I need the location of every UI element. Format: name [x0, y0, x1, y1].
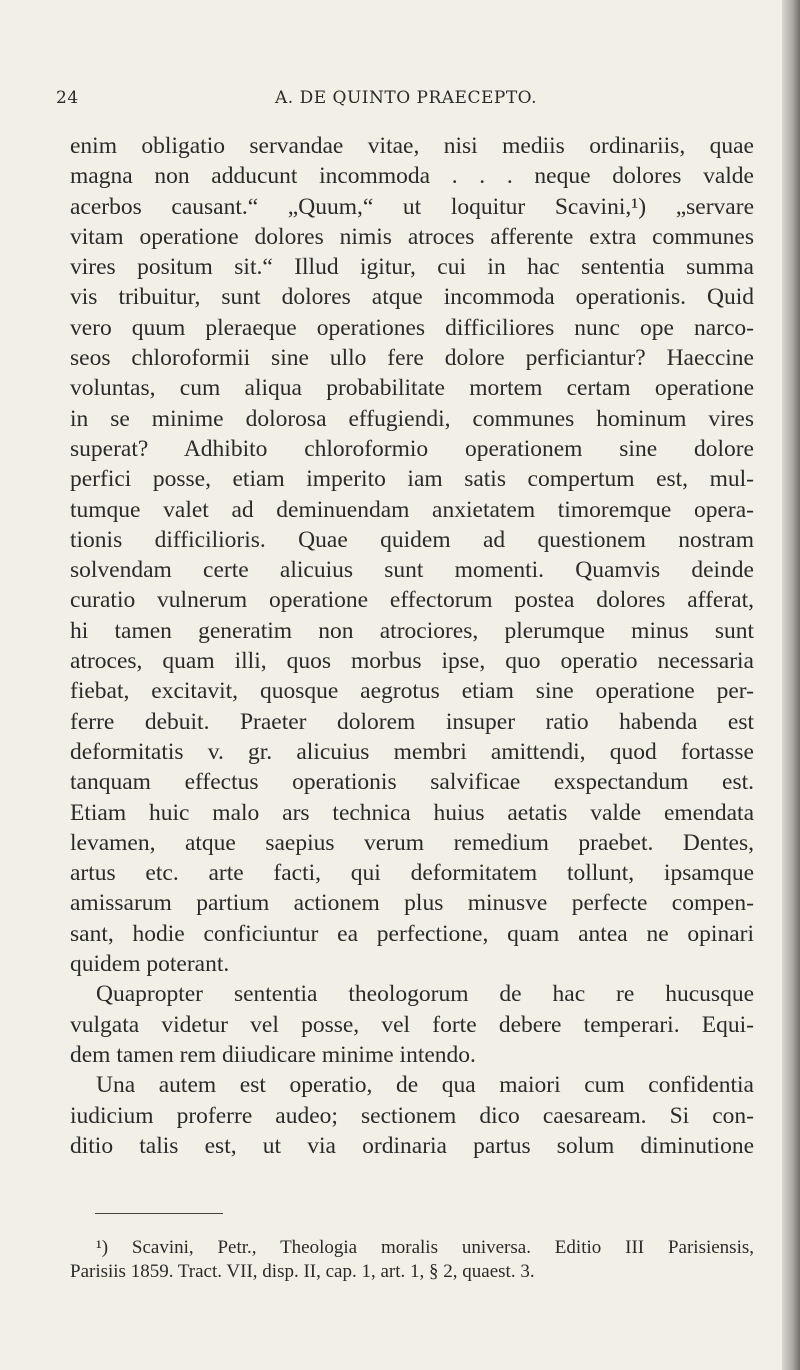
text-line: solvendam certe alicuius sunt momenti. Quamvis deinde	[70, 557, 754, 584]
text-line: quidem poterant.	[70, 951, 230, 978]
text-line: dem tamen rem diiudicare minime intendo.	[70, 1041, 476, 1068]
text-line: vulgata videtur vel posse, vel forte debere temperari. Equi-	[70, 1011, 754, 1038]
body-text	[70, 131, 754, 1161]
text-line: tanquam effectus operationis salvificae exspectandum est.	[70, 769, 754, 796]
text-line: ferre debuit. Praeter dolorem insuper ratio habenda est	[70, 708, 754, 735]
text-line: superat? Adhibito chloroformio operationem sine dolore	[70, 435, 754, 462]
text-line: Quapropter sententia theologorum de hac re hucusque	[96, 981, 754, 1008]
text-line: seos chloroformii sine ullo fere dolore perficiantur? Haeccine	[70, 345, 754, 372]
text-line: acerbos causant.“ „Quum,“ ut loquitur Scavini,¹) „servare	[70, 193, 754, 220]
text-line: perfici posse, etiam imperito iam satis compertum est, mul-	[70, 466, 754, 493]
footnote	[70, 1236, 754, 1284]
text-line: magna non adducunt incommoda . . . neque dolores valde	[70, 163, 754, 190]
text-line: fiebat, excitavit, quosque aegrotus etiam sine operatione per-	[70, 678, 754, 705]
text-line: vires positum sit.“ Illud igitur, cui in hac sententia summa	[70, 254, 754, 281]
page-number: 24	[56, 88, 79, 108]
text-line: iudicium proferre audeo; sectionem dico caesaream. Si con-	[70, 1102, 754, 1129]
footnote-separator	[95, 1213, 223, 1214]
footnote-line: ¹) Scavini, Petr., Theologia moralis universa. Editio III Parisiensis,	[96, 1237, 754, 1258]
text-line: Una autem est operatio, de qua maiori cum confidentia	[96, 1072, 754, 1099]
text-line: Etiam huic malo ars technica huius aetatis valde emendata	[70, 799, 754, 826]
text-line: artus etc. arte facti, qui deformitatem tollunt, ipsamque	[70, 860, 754, 887]
text-line: sant, hodie conficiuntur ea perfectione, quam antea ne opinari	[70, 920, 754, 947]
text-line: deformitatis v. gr. alicuius membri amittendi, quod fortasse	[70, 738, 754, 765]
text-line: vitam operatione dolores nimis atroces afferente extra communes	[70, 223, 754, 250]
text-line: curatio vulnerum operatione effectorum postea dolores afferat,	[70, 587, 754, 614]
text-line: vero quum pleraeque operationes difficiliores nunc ope narco-	[70, 314, 754, 341]
running-title: A. DE QUINTO PRAECEPTO.	[274, 88, 538, 108]
text-line: ditio talis est, ut via ordinaria partus solum diminutione	[70, 1132, 754, 1159]
footnote-line: Parisiis 1859. Tract. VII, disp. II, cap. 1, art. 1, § 2, quaest. 3.	[70, 1261, 535, 1282]
text-line: in se minime dolorosa effugiendi, communes hominum vires	[70, 405, 754, 432]
text-line: atroces, quam illi, quos morbus ipse, quo operatio necessaria	[70, 648, 754, 675]
text-line: amissarum partium actionem plus minusve perfecte compen-	[70, 890, 754, 917]
page-edge-shadow	[782, 0, 800, 1370]
text-line: tumque valet ad deminuendam anxietatem timoremque opera-	[70, 496, 754, 523]
text-line: enim obligatio servandae vitae, nisi mediis ordinariis, quae	[70, 133, 754, 159]
text-line: tionis difficilioris. Quae quidem ad questionem nostram	[70, 526, 754, 553]
text-line: voluntas, cum aliqua probabilitate mortem certam operatione	[70, 375, 754, 402]
text-line: vis tribuitur, sunt dolores atque incommoda operationis. Quid	[70, 284, 754, 311]
page-header	[56, 88, 756, 112]
text-line: levamen, atque saepius verum remedium praebet. Dentes,	[70, 829, 754, 856]
text-line: hi tamen generatim non atrociores, plerumque minus sunt	[70, 617, 754, 644]
